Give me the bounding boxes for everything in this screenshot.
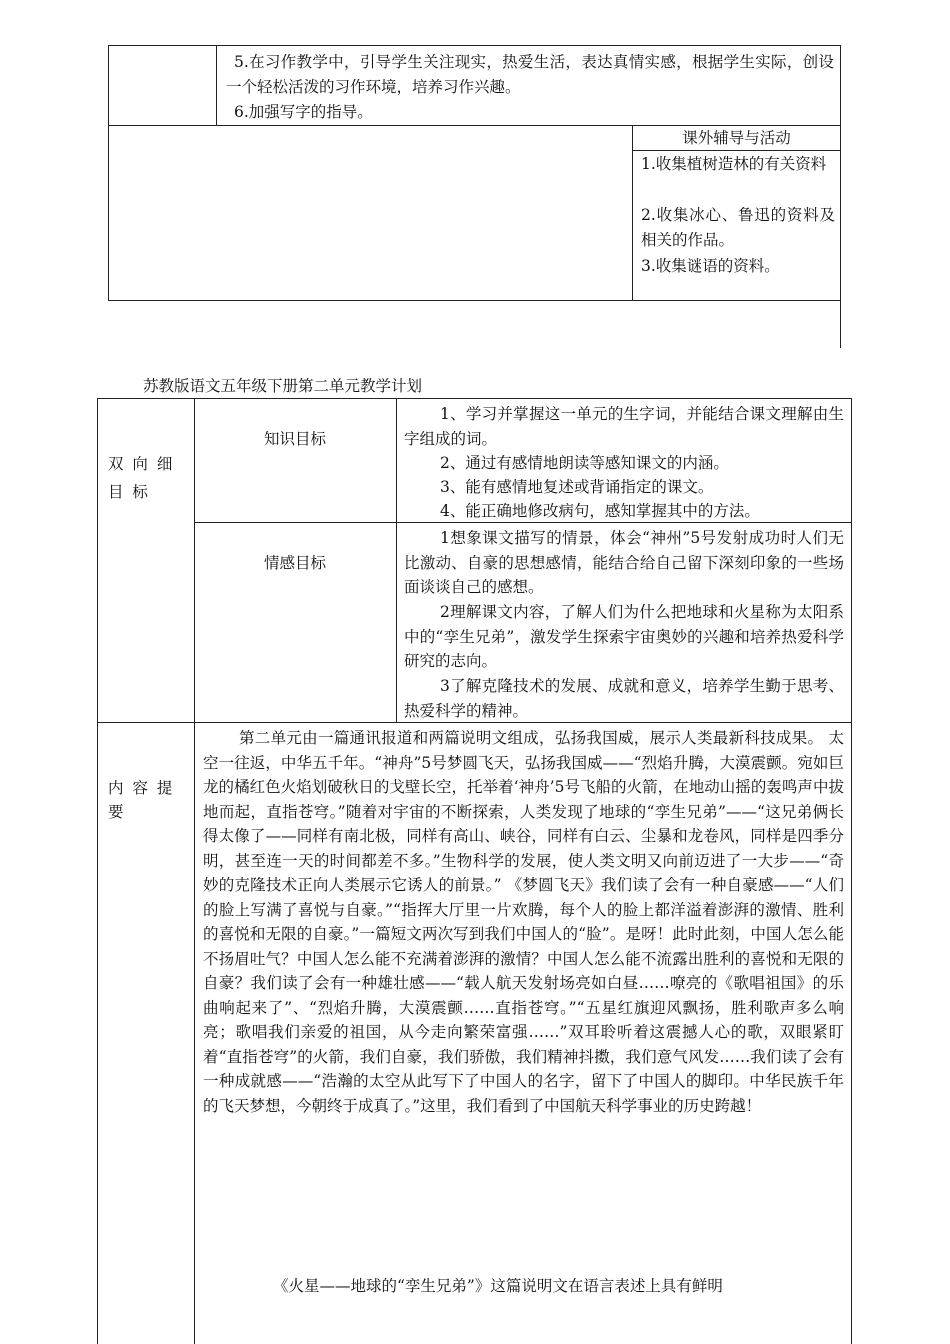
knowledge-item-1: 1、学习并掌握这一单元的生字词，并能结合课文理解由生字组成的词。 [404, 405, 844, 448]
emotion-objectives-label: 情感目标 [263, 554, 326, 572]
emotion-item-2: 2理解课文内容，了解人们为什么把地球和火星称为太阳系中的“孪生兄弟”，激发学生探索宇宙奥妙的兴趣和培养热爱科学研究的志向。 [404, 603, 844, 670]
activity-item-1: 1.收集植树造林的有关资料 [641, 155, 827, 173]
plan-title: 苏教版语文五年级下册第二单元教学计划 [143, 377, 423, 395]
dual-target-label: 双 向 细 目 标 [108, 455, 175, 501]
strategy-item-5: 5.在习作教学中，引导学生关注现实，热爱生活，表达真情实感，根据学生实际，创设一个轻松活泼的习作环境，培养习作兴趣。 [226, 53, 834, 96]
strategy-item-6: 6.加强写字的指导。 [234, 103, 373, 121]
emotion-item-3: 3了解克隆技术的发展、成就和意义，培养学生勤于思考、热爱科学的精神。 [404, 677, 844, 720]
knowledge-item-2: 2、通过有感情地朗读等感知课文的内涵。 [440, 454, 729, 472]
content-summary-label: 内 容 提 要 [108, 779, 175, 821]
content-summary-paragraph-2: 《火星——地球的“孪生兄弟”》这篇说明文在语言表述上具有鲜明 [273, 1277, 723, 1295]
knowledge-item-3: 3、能有感情地复述或背诵指定的课文。 [440, 478, 714, 496]
knowledge-objectives-label: 知识目标 [263, 430, 326, 448]
emotion-item-1: 1想象课文描写的情景，体会“神州”5号发射成功时人们无比激动、自豪的思想感情，能结合给自己留下深刻印象的一些场面谈谈自己的感想。 [404, 529, 844, 596]
activity-item-2: 2.收集冰心、鲁迅的资料及相关的作品。 [641, 206, 835, 249]
activity-item-3: 3.收集谜语的资料。 [641, 257, 780, 275]
content-summary-paragraph-1: 第二单元由一篇通讯报道和两篇说明文组成，弘扬我国威，展示人类最新科技成果。 太空一往返，中华五千年。“神舟”5号梦圆飞天，弘扬我国威——“烈焰升腾，大漠震颤。宛如巨龙的橘红色火焰划破秋日的戈壁长空，托举着‘神舟’5号飞船的火箭，在地动山摇的轰鸣声中拔地而起，直指苍穹。”随着对宇宙的不断探索，人类发现了地球的“孪生兄弟”——“这兄弟俩长得太像了——同样有南北极，同样有高山、峡谷，同样有白云、尘暴和龙卷风，同样是四季分明，甚至连一天的时间都差不多。”生物科学的发展，使人类文明又向前迈进了一大步——“奇妙的克隆技术正向人类展示它诱人的前景。” 《梦圆飞天》我们读了会有一种自豪感——“人们的脸上写满了喜悦与自豪。”“指挥大厅里一片欢腾，每个人的脸上都洋溢着澎湃的激情、胜利的喜悦和无限的自豪。”一篇短文两次写到我们中国人的“脸”。是呀！此时此刻，中国人怎么能不扬眉吐气？中国人怎么能不充满着澎湃的激情？中国人怎么能不流露出胜利的喜悦和无限的自豪？我们读了会有一种雄壮感——“载人航天发射场亮如白昼……嘹亮的《歌唱祖国》的乐曲响起来了”、“烈焰升腾，大漠震颤……直指苍穹。”“五星红旗迎风飘扬，胜利歌声多么响亮；歌唱我们亲爱的祖国，从今走向繁荣富强……”双耳聆听着这震撼人心的歌，双眼紧盯着“直指苍穹”的火箭，我们自豪，我们骄傲，我们精神抖擞，我们意气风发……我们读了会有一种成就感——“浩瀚的太空从此写下了中国人的名字，留下了中国人的脚印。中华民族千年的飞天梦想，今朝终于成真了。”这里，我们看到了中国航天科学事业的历史跨越！ [203, 729, 844, 1115]
knowledge-item-4: 4、能正确地修改病句，感知掌握其中的方法。 [440, 502, 760, 520]
activities-header: 课外辅导与活动 [682, 129, 791, 147]
